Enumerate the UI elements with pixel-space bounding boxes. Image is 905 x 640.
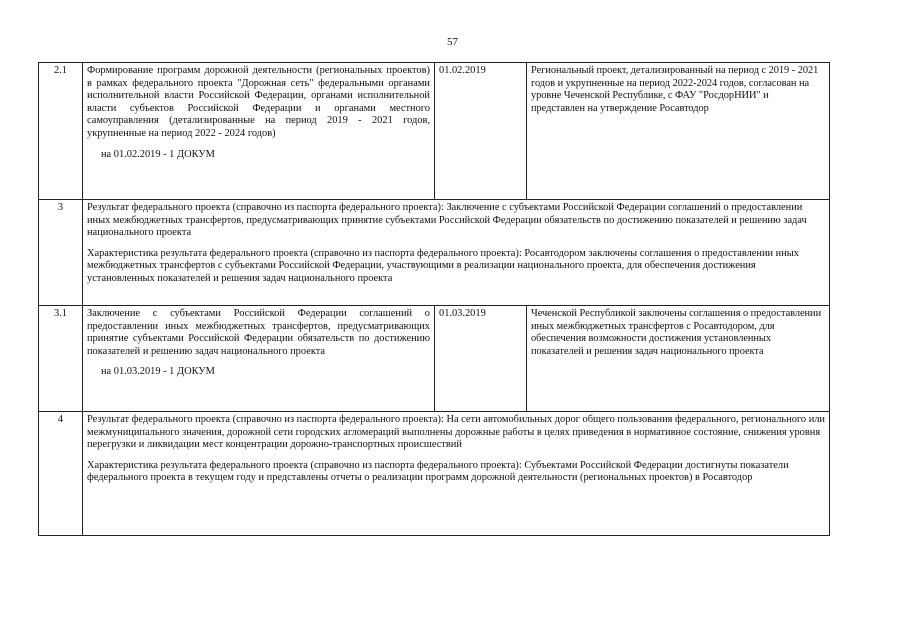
document-reference: на 01.03.2019 - 1 ДОКУМ xyxy=(101,366,215,378)
plan-table xyxy=(38,62,830,536)
deadline-date: 01.03.2019 xyxy=(435,306,527,412)
document-reference: на 01.02.2019 - 1 ДОКУМ xyxy=(101,148,215,160)
task-description-cell xyxy=(83,306,435,412)
expected-result: Региональный проект, детализированный на период с 2019 - 2021 годов и укрупненные на период 2022-2024 годов, согласован на уровне Чеченской Республике, с ФАУ "РосдорНИИ" и представлен на утверждение Росавтодор xyxy=(527,63,830,200)
row-number: 3.1 xyxy=(39,306,83,412)
federal-result-cell xyxy=(83,200,830,306)
federal-result-cell xyxy=(83,412,830,536)
table-row xyxy=(39,306,830,412)
row-number: 2.1 xyxy=(39,63,83,200)
task-description: Формирование программ дорожной деятельности (региональных проектов) в рамках федерального проекта "Дорожная сеть" федеральными органами исполнительной власти Российской Федерации, органами исполнительной власти субъектов Российской Федерации и органами местного самоуправления (детализированные на период 2019 - 2021 годов, укрупненные на период 2022 - 2024 годов) xyxy=(87,65,430,139)
task-description-cell xyxy=(83,63,435,200)
table-row xyxy=(39,63,830,200)
table-row xyxy=(39,200,830,306)
federal-result-text: Результат федерального проекта (справочно из паспорта федерального проекта): Заключение с субъектами Российской Федерации соглашений о предоставлении иных межбюджетных трансфертов, предусматривающих принятие субъектами Российской Федерации обязательств по достижению показателей и решению задач национального проекта xyxy=(87,202,807,239)
row-number: 4 xyxy=(39,412,83,536)
task-description: Заключение с субъектами Российской Федерации соглашений о предоставлении иных межбюджетных трансфертов, предусматривающих принятие субъектами Российской Федерации обязательств по достижению показателей и решению задач национального проекта xyxy=(87,308,430,357)
page-number: 57 xyxy=(447,36,458,48)
federal-result-characteristic: Характеристика результата федерального проекта (справочно из паспорта федерального проекта): Субъектами Российской Федерации достигнуты показатели федерального проекта в текущем году и представлены отчеты о реализации программ дорожной деятельности (региональных проектов) в Росавтодор xyxy=(87,459,789,484)
expected-result: Чеченской Республикой заключены соглашения о предоставлении иных межбюджетных трансфертов с Росавтодором, для обеспечения возможности достижения установленных показателей и решения задач национального проекта xyxy=(527,306,830,412)
deadline-date: 01.02.2019 xyxy=(435,63,527,200)
federal-result-characteristic: Характеристика результата федерального проекта (справочно из паспорта федерального проекта): Росавтодором заключены соглашения о предоставлении иных межбюджетных трансфертов с субъектами Российской Федерации, участвующими в реализации национального проекта, для обеспечения достижения установленных показателей и решения задач национального проекта xyxy=(87,247,799,284)
table-row xyxy=(39,412,830,536)
row-number: 3 xyxy=(39,200,83,306)
federal-result-text: Результат федерального проекта (справочно из паспорта федерального проекта): На сети автомобильных дорог общего пользования федерального, регионального или межмуниципального значения, дорожной сети городских агломераций выполнены дорожные работы в целях приведения в нормативное состояние, снижения уровня перегрузки и ликвидации мест концентрации дорожно-транспортных происшествий xyxy=(87,414,825,451)
